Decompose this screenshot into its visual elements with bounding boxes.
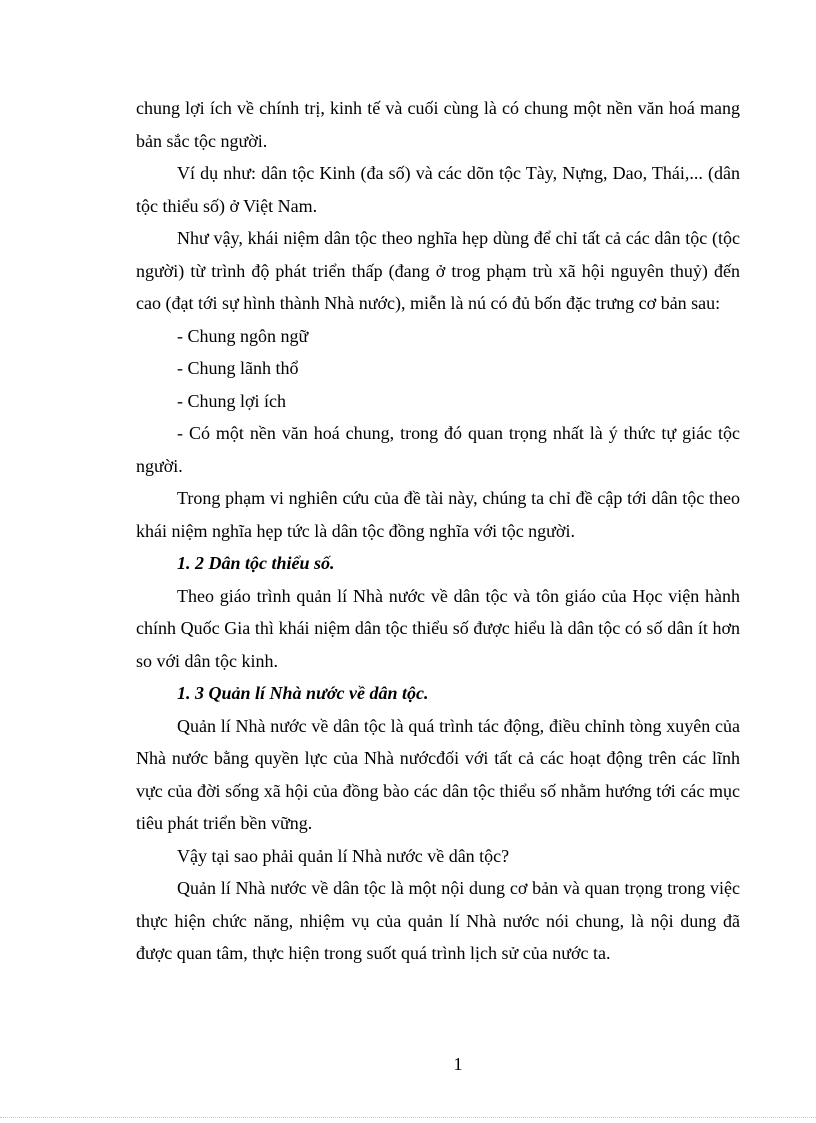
list-item-interest: - Chung lợi ích xyxy=(177,390,287,411)
paragraph-question: Vậy tại sao phải quản lí Nhà nước về dân tộc? xyxy=(177,845,510,866)
paragraph-research-scope: Trong phạm vi nghiên cứu của đề tài này, chúng ta chỉ đề cập tới dân tộc theo khái niệm nghĩa hẹp tức là dân tộc đồng nghĩa với tộc người. xyxy=(136,488,740,541)
section-heading-minority: 1. 2 Dân tộc thiểu số. xyxy=(177,553,335,573)
paragraph-management-importance: Quản lí Nhà nước về dân tộc là một nội dung cơ bản và quan trọng trong việc thực hiện chức năng, nhiệm vụ của quản lí Nhà nước nói chung, là nội dung đã được quan tâm, thực hiện trong suốt quá trình lịch sử của nước ta. xyxy=(136,878,740,963)
section-heading-management: 1. 3 Quản lí Nhà nước về dân tộc. xyxy=(177,683,429,703)
list-item-territory: - Chung lãnh thổ xyxy=(177,358,299,378)
paragraph-continuation: chung lợi ích về chính trị, kinh tế và cuối cùng là có chung một nền văn hoá mang bản sắc tộc người. xyxy=(136,98,740,151)
page-number: 1 xyxy=(453,1054,463,1074)
list-item-language: - Chung ngôn ngữ xyxy=(177,325,309,346)
list-item-culture: - Có một nền văn hoá chung, trong đó quan trọng nhất là ý thức tự giác tộc người. xyxy=(136,423,740,476)
page-bottom-divider xyxy=(0,1117,816,1118)
paragraph-example: Ví dụ như: dân tộc Kinh (đa số) và các dõn tộc Tày, Nựng, Dao, Thái,... (dân tộc thiểu số) ở Việt Nam. xyxy=(136,163,740,216)
document-body xyxy=(136,92,740,970)
paragraph-narrow-definition: Như vậy, khái niệm dân tộc theo nghĩa hẹp dùng để chỉ tất cả các dân tộc (tộc người) từ trình độ phát triển thấp (đang ở trog phạm trù xã hội nguyên thuỷ) đến cao (đạt tới sự hình thành Nhà nước), miễn là nú có đủ bốn đặc trưng cơ bản sau: xyxy=(136,228,740,313)
paragraph-minority-definition: Theo giáo trình quản lí Nhà nước về dân tộc và tôn giáo của Học viện hành chính Quốc Gia thì khái niệm dân tộc thiểu số được hiểu là dân tộc có số dân ít hơn so với dân tộc kinh. xyxy=(136,585,740,671)
paragraph-management-definition: Quản lí Nhà nước về dân tộc là quá trình tác động, điều chỉnh tòng xuyên của Nhà nước bằng quyền lực của Nhà nướcđối với tất cả các hoạt động trên các lĩnh vực của đời sống xã hội của đồng bào các dân tộc thiểu số nhằm hướng tới các mục tiêu phát triển bền vững. xyxy=(136,715,740,833)
